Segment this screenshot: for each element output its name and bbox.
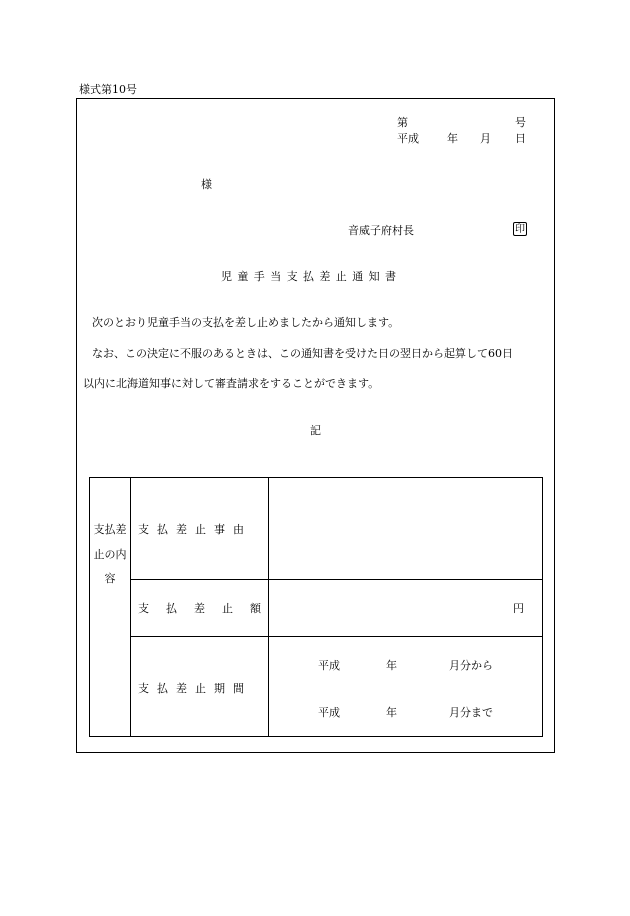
issuer-name: 音威子府村長 xyxy=(348,224,414,237)
body-paragraph-2-line-1: なお、この決定に不服のあるときは、この通知書を受けた日の翌日から起算して60日 xyxy=(92,347,513,360)
period-from-year-unit: 年 xyxy=(386,659,397,672)
date-year-unit: 年 xyxy=(447,132,458,145)
amount-unit: 円 xyxy=(513,602,524,615)
period-to-era: 平成 xyxy=(318,706,340,719)
period-from-era: 平成 xyxy=(318,659,340,672)
table-side-label: 支払差止の内容 xyxy=(93,523,127,585)
period-to-month-unit: 月分まで xyxy=(449,706,493,719)
seal-mark: 印 xyxy=(515,224,525,235)
number-suffix: 号 xyxy=(515,116,526,129)
number-prefix: 第 xyxy=(397,116,408,129)
row-label-amount: 支払差止額 xyxy=(138,602,278,615)
period-from-month-unit: 月分から xyxy=(449,659,493,672)
table-divider-horizontal xyxy=(130,636,542,637)
table-divider-horizontal xyxy=(130,579,542,580)
body-paragraph-2-line-2: 以内に北海道知事に対して審査請求をすることができます。 xyxy=(83,377,380,390)
addressee-honorific: 様 xyxy=(201,178,212,191)
date-day-unit: 日 xyxy=(515,132,526,145)
body-paragraph-1: 次のとおり児童手当の支払を差し止めましたから通知します。 xyxy=(92,316,400,329)
date-month-unit: 月 xyxy=(480,132,491,145)
row-label-period: 支払差止期間 xyxy=(138,682,252,695)
date-era: 平成 xyxy=(397,132,419,145)
row-label-reason: 支払差止事由 xyxy=(138,523,252,536)
form-number: 様式第10号 xyxy=(79,83,137,96)
document-title: 児童手当支払差止通知書 xyxy=(221,270,402,283)
ki-label: 記 xyxy=(310,424,321,437)
period-to-year-unit: 年 xyxy=(386,706,397,719)
suspension-table xyxy=(89,477,543,737)
table-divider-vertical xyxy=(130,478,131,736)
